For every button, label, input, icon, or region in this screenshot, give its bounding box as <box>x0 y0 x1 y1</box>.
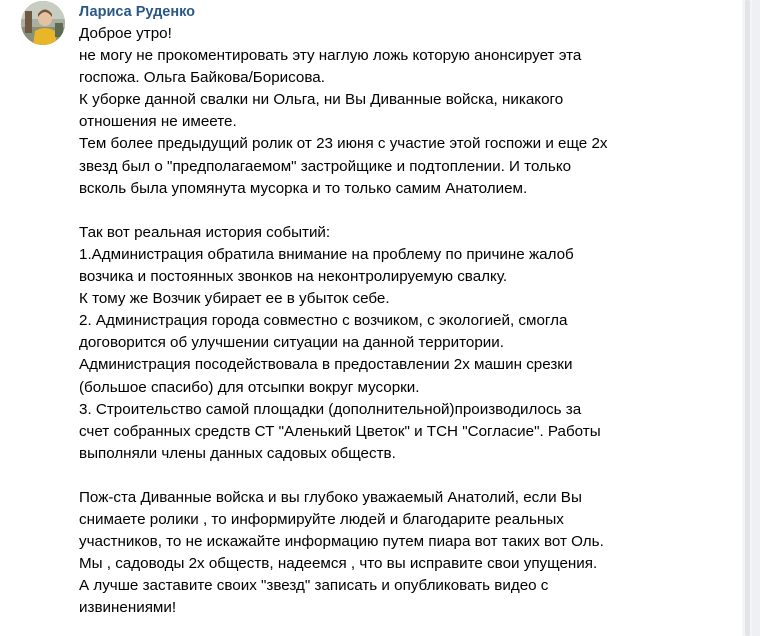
comment-line: госпожа. Ольга Байкова/Борисова. <box>79 69 325 87</box>
comment-line: отношения не имеете. <box>79 113 237 131</box>
comment-line: К уборке данной свалки ни Ольга, ни Вы Диванные войска, никакого <box>79 91 564 109</box>
author-name[interactable]: Лариса Руденко <box>79 4 196 20</box>
comment-line: Мы , садоводы 2х обществ, надеемся , что вы исправите свои упущения. <box>79 555 598 573</box>
comment-line: снимаете ролики , то информируйте людей и благодарите реальных <box>79 511 564 529</box>
comment-line: счет собранных средств СТ "Аленький Цветок" и ТСН "Согласие". Работы <box>79 422 601 440</box>
comment-line: Администрация посодействовала в предоставлении 2х машин срезки <box>79 356 573 374</box>
comment-line: всколь была упомянута мусорка и то только самим Анатолием. <box>79 179 528 197</box>
comment-line: (большое спасибо) для отсыпки вокруг мусорки. <box>79 378 420 396</box>
comment-line: участников, то не искажайте информацию путем пиара вот таких вот Оль. <box>79 533 604 551</box>
comment-line: Доброе утро! <box>79 25 172 42</box>
comment-line: извинениями! <box>79 599 177 617</box>
comment-text <box>79 23 724 620</box>
comment-line: 3. Строительство самой площадки (дополнительной)производилось за <box>79 400 582 418</box>
comment-line: выполняли члены данных садовых обществ. <box>79 444 396 462</box>
comment-line: договорится об улучшении ситуации на данной территории. <box>79 334 504 352</box>
comment-line <box>79 465 724 487</box>
comment-line: 2. Администрация города совместно с возчиком, с экологией, смогла <box>79 312 568 330</box>
comment-line: Пож-ста Диванные войска и вы глубоко уважаемый Анатолий, если Вы <box>79 488 582 506</box>
comment-line: возчика и постоянных звонков на неконтролируемую свалку. <box>79 268 508 286</box>
comment-line: 1.Администрация обратила внимание на проблему по причине жалоб <box>79 245 574 263</box>
window-edge <box>752 0 760 636</box>
comment-line: Тем более предыдущий ролик от 23 июня с участие этой госпожи и еще 2х <box>79 135 608 153</box>
comment-line: не могу не прокоментировать эту наглую ложь которую анонсирует эта <box>79 47 582 65</box>
comment-line: Так вот реальная история событий: <box>79 223 331 241</box>
comment-line <box>79 200 724 222</box>
avatar[interactable] <box>21 1 65 45</box>
comment-line: А лучше заставите своих "звезд" записать и опубликовать видео с <box>79 577 549 595</box>
comment-line: звезд был о "предполагаемом" застройщике и подтоплении. И только <box>79 157 572 175</box>
comment-line: К тому же Возчик убирает ее в убыток себе. <box>79 290 390 308</box>
avatar-photo <box>21 1 65 45</box>
scrollbar-thumb[interactable] <box>745 0 750 636</box>
